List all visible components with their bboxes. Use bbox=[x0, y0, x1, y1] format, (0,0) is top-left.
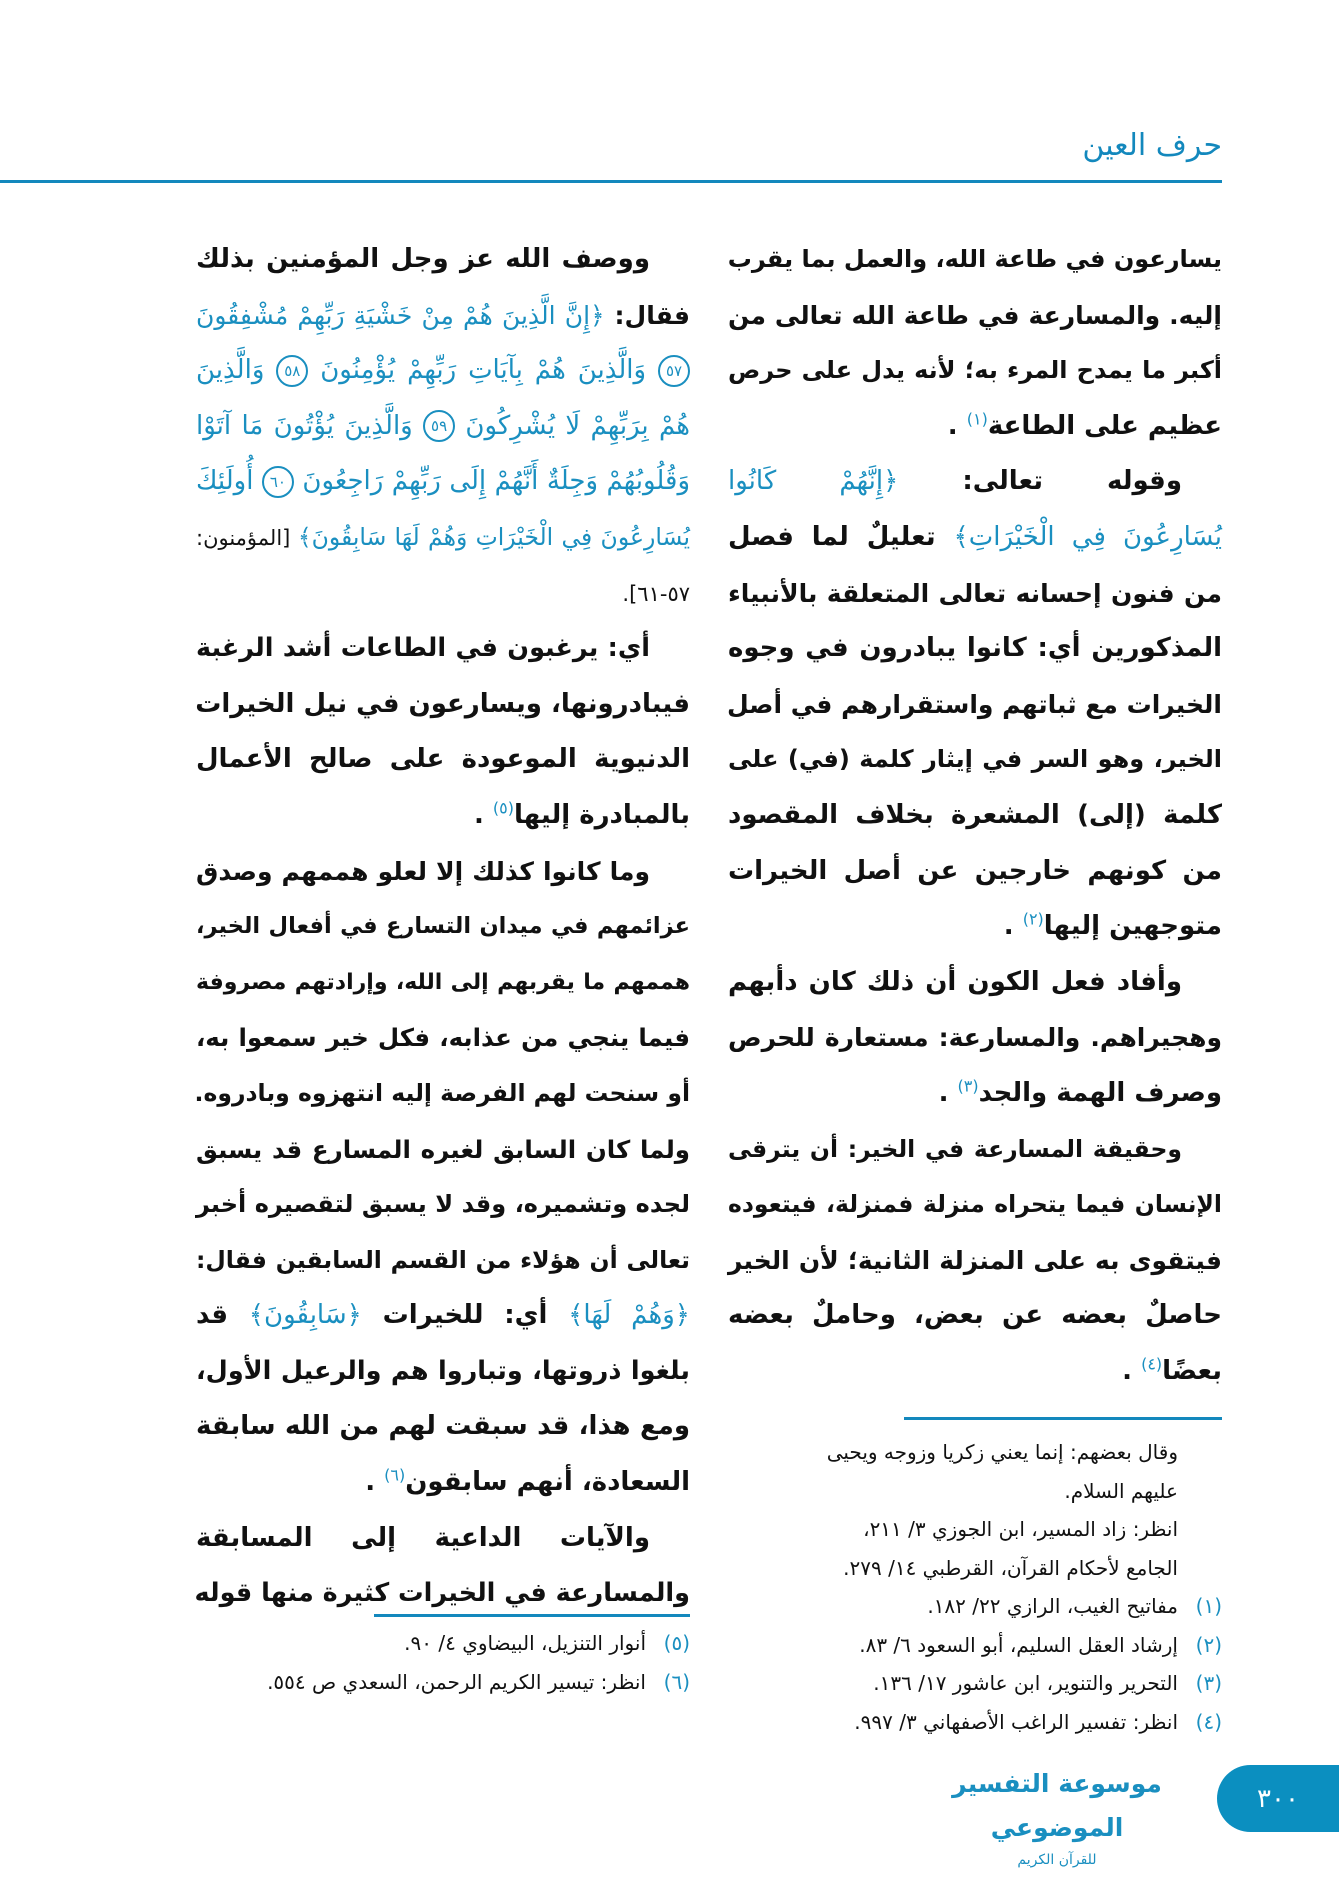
body-text: عظيم على الطاعة bbox=[987, 410, 1222, 441]
footnote-text: انظر: تيسير الكريم الرحمن، السعدي ص ٥٥٤. bbox=[267, 1669, 646, 1694]
text-line bbox=[196, 232, 690, 288]
footnotes-right bbox=[728, 1433, 1222, 1741]
body-text: الدنيوية الموعودة على صالح الأعمال bbox=[196, 744, 690, 775]
text-line bbox=[196, 1233, 690, 1289]
body-text: . bbox=[473, 799, 493, 830]
text-line bbox=[728, 1344, 1222, 1400]
ayah-number-marker: ٦٠ bbox=[262, 466, 294, 498]
footnote-text: مفاتيح الغيب، الرازي ٢٢/ ١٨٢. bbox=[927, 1594, 1178, 1618]
text-line bbox=[196, 1511, 690, 1567]
text-line bbox=[728, 788, 1222, 844]
quran-verse: ﴿وَهُمْ لَهَا﴾ bbox=[568, 1300, 690, 1331]
body-text: تعالى أن هؤلاء من القسم السابقين فقال: bbox=[196, 1245, 690, 1274]
body-text: بالمبادرة إليها bbox=[513, 799, 690, 830]
footnote-ref[interactable]: (١) bbox=[966, 409, 988, 429]
text-line bbox=[728, 955, 1222, 1011]
quran-verse: ﴿إِنَّهُمْ كَانُوا bbox=[728, 466, 899, 497]
text-line bbox=[196, 955, 690, 1011]
text-line bbox=[196, 788, 690, 844]
footnote bbox=[728, 1433, 1222, 1472]
body-text: . bbox=[938, 1077, 958, 1108]
footnote-number: (٣) bbox=[1195, 1671, 1222, 1695]
body-text: إليه. والمسارعة في طاعة الله تعالى من bbox=[728, 300, 1222, 330]
body-text: أو سنحت لهم الفرصة إليه انتهزوه وبادروه. bbox=[194, 1078, 690, 1107]
body-text: المذكورين أي: كانوا يبادرون في وجوه bbox=[728, 633, 1222, 664]
text-line bbox=[728, 621, 1222, 677]
ayah-number-marker: ٥٩ bbox=[423, 410, 455, 442]
footnote-text: عليهم السلام. bbox=[1064, 1478, 1178, 1503]
body-text: أي: يرغبون في الطاعات أشد الرغبة bbox=[196, 633, 650, 664]
verse-reference: [المؤمنون: bbox=[196, 525, 298, 550]
footnote-text: التحرير والتنوير، ابن عاشور ١٧/ ١٣٦. bbox=[873, 1671, 1178, 1695]
body-text: وحقيقة المسارعة في الخير: أن يترقى bbox=[728, 1134, 1182, 1163]
footnote-ref[interactable]: (٣) bbox=[957, 1076, 979, 1096]
text-line bbox=[196, 732, 690, 788]
body-text: الخيرات مع ثباتهم واستقرارهم في أصل bbox=[726, 689, 1222, 719]
text-line bbox=[196, 1288, 690, 1344]
footnote bbox=[728, 1587, 1222, 1626]
body-text: بلغوا ذروتها، وتباروا هم والرعيل الأول، bbox=[196, 1355, 690, 1386]
body-text: فقال: bbox=[604, 300, 690, 330]
text-line bbox=[196, 399, 690, 455]
text-line bbox=[728, 844, 1222, 900]
ayah-number-marker: ٥٨ bbox=[276, 355, 308, 387]
footnote bbox=[728, 1664, 1222, 1703]
footnote bbox=[728, 1626, 1222, 1665]
encyclopedia-logo bbox=[934, 1762, 1180, 1868]
text-line bbox=[196, 288, 690, 344]
page-number: ٣٠٠ bbox=[1257, 1783, 1299, 1814]
text-line bbox=[196, 1399, 690, 1455]
text-line bbox=[728, 510, 1222, 566]
footnote-number: (٥) bbox=[663, 1631, 690, 1655]
verse-reference: ٥٧-٦١]. bbox=[622, 581, 690, 606]
left-column bbox=[196, 232, 690, 1622]
body-text: فيبادرونها، ويسارعون في نيل الخيرات bbox=[195, 688, 690, 719]
quran-verse: وَالَّذِينَ هُمْ بِآيَاتِ رَبِّهِمْ يُؤْمِنُونَ bbox=[308, 355, 658, 386]
body-text: قد bbox=[196, 1300, 249, 1331]
body-text: . bbox=[365, 1467, 385, 1498]
text-line bbox=[728, 899, 1222, 955]
footnote-divider-right bbox=[904, 1417, 1222, 1420]
body-text: وصرف الهمة والجد bbox=[978, 1077, 1222, 1108]
body-text: أكبر ما يمدح المرء به؛ لأنه يدل على حرص bbox=[728, 356, 1222, 385]
body-text: تعليلٌ لما فصل bbox=[728, 521, 954, 552]
text-line bbox=[196, 1122, 690, 1178]
footnote bbox=[196, 1624, 690, 1663]
text-line bbox=[728, 343, 1222, 399]
body-text: الإنسان فيما يتحراه منزلة فمنزلة، فيتعوده bbox=[728, 1190, 1222, 1219]
footnote-text: انظر: تفسير الراغب الأصفهاني ٣/ ٩٩٧. bbox=[854, 1709, 1178, 1734]
right-column bbox=[728, 232, 1222, 1399]
body-text: حاصلٌ بعضه عن بعض، وحاملٌ بعضه bbox=[728, 1300, 1222, 1331]
quran-verse: ﴿إِنَّ الَّذِينَ هُمْ مِنْ خَشْيَةِ رَبِّهِمْ مُشْفِقُونَ bbox=[196, 300, 605, 330]
footnote-text: أنوار التنزيل، البيضاوي ٤/ ٩٠. bbox=[404, 1631, 646, 1655]
text-line bbox=[728, 399, 1222, 455]
body-text: . bbox=[1003, 911, 1023, 942]
body-text: والمسارعة في الخيرات كثيرة منها قوله bbox=[194, 1578, 690, 1609]
text-line bbox=[728, 566, 1222, 622]
text-line bbox=[728, 1233, 1222, 1289]
logo-title: موسوعة التفسير الموضوعي bbox=[952, 1769, 1162, 1842]
text-line bbox=[196, 677, 690, 733]
text-line bbox=[728, 732, 1222, 788]
quran-verse: وَالَّذِينَ bbox=[196, 355, 277, 386]
body-text: . bbox=[1122, 1355, 1142, 1386]
body-text: وهجيراهم. والمسارعة: مستعارة للحرص bbox=[728, 1023, 1222, 1053]
quran-verse: ﴿سَابِقُونَ﴾ bbox=[248, 1300, 362, 1331]
footnote-number: (٦) bbox=[663, 1669, 690, 1694]
header-divider bbox=[0, 180, 1222, 183]
body-text: وأفاد فعل الكون أن ذلك كان دأبهم bbox=[728, 966, 1182, 997]
quran-verse: وَقُلُوبُهُمْ وَجِلَةٌ أَنَّهُمْ إِلَى رَبِّهِمْ رَاجِعُونَ bbox=[293, 466, 691, 497]
body-text: بعضًا bbox=[1162, 1355, 1222, 1386]
quran-verse: يُسَارِعُونَ فِي الْخَيْرَاتِ وَهُمْ لَهَا سَابِقُونَ﴾ bbox=[297, 522, 690, 551]
footnote bbox=[196, 1663, 690, 1702]
body-text: ولما كان السابق لغيره المسارع قد يسبق bbox=[196, 1134, 690, 1164]
body-text: متوجهين إليها bbox=[1043, 911, 1222, 942]
footnote-ref[interactable]: (٢) bbox=[1022, 909, 1044, 929]
text-line bbox=[196, 1010, 690, 1066]
body-text: كلمة (إلى) المشعرة بخلاف المقصود bbox=[728, 799, 1222, 830]
text-line bbox=[196, 1066, 690, 1122]
quran-verse: يُسَارِعُونَ فِي الْخَيْرَاتِ﴾ bbox=[953, 521, 1222, 552]
footnote-text: إرشاد العقل السليم، أبو السعود ٦/ ٨٣. bbox=[859, 1632, 1178, 1657]
page-number-badge bbox=[1217, 1765, 1339, 1832]
footnote-number: (٢) bbox=[1195, 1632, 1222, 1657]
footnote-number: (٤) bbox=[1195, 1709, 1222, 1734]
body-text: وما كانوا كذلك إلا لعلو هممهم وصدق bbox=[196, 856, 650, 886]
footnote bbox=[728, 1510, 1222, 1549]
text-line bbox=[196, 510, 690, 566]
footnote-number: (١) bbox=[1195, 1594, 1222, 1618]
text-line bbox=[728, 1288, 1222, 1344]
text-line bbox=[196, 899, 690, 955]
footnotes-left bbox=[196, 1624, 690, 1701]
text-line bbox=[196, 621, 690, 677]
ayah-number-marker: ٥٧ bbox=[658, 355, 690, 387]
footnote-divider-left bbox=[374, 1614, 690, 1617]
text-line bbox=[196, 1344, 690, 1400]
footnote-ref[interactable]: (٤) bbox=[1141, 1354, 1163, 1374]
body-text: أي: للخيرات bbox=[361, 1300, 569, 1331]
quran-verse: أُولَئِكَ bbox=[196, 466, 262, 497]
body-text: من فنون إحسانه تعالى المتعلقة بالأنبياء bbox=[728, 578, 1222, 608]
body-text: فيتقوى به على المنزلة الثانية؛ لأن الخير bbox=[728, 1245, 1222, 1275]
text-line bbox=[728, 288, 1222, 344]
text-line bbox=[196, 844, 690, 900]
quran-verse: هُمْ بِرَبِّهِمْ لَا يُشْرِكُونَ bbox=[455, 410, 690, 441]
quran-verse: وَالَّذِينَ يُؤْتُونَ مَا آتَوْا bbox=[196, 410, 424, 441]
footnote bbox=[728, 1472, 1222, 1511]
logo-subtitle: للقرآن الكريم bbox=[1017, 1852, 1097, 1868]
chapter-title: حرف العين bbox=[1082, 128, 1222, 163]
footnote-text: وقال بعضهم: إنما يعني زكريا وزوجه ويحيى bbox=[826, 1440, 1178, 1464]
body-text: لجده وتشميره، وقد لا يسبق لتقصيره أخبر bbox=[196, 1190, 690, 1219]
text-line bbox=[196, 566, 690, 622]
text-line bbox=[728, 232, 1222, 288]
text-line bbox=[196, 1177, 690, 1233]
body-text: وقوله تعالى: bbox=[898, 466, 1182, 497]
body-text: والآيات الداعية إلى المسابقة bbox=[196, 1522, 650, 1553]
body-text: هممهم ما يقربهم إلى الله، وإرادتهم مصروفة bbox=[196, 969, 690, 995]
text-line bbox=[728, 1177, 1222, 1233]
footnote-text: انظر: زاد المسير، ابن الجوزي ٣/ ٢١١، bbox=[863, 1517, 1178, 1541]
body-text: ومع هذا، قد سبقت لهم من الله سابقة bbox=[196, 1411, 690, 1442]
body-text: عزائمهم في ميدان التسارع في أفعال الخير، bbox=[196, 913, 690, 940]
text-line bbox=[728, 677, 1222, 733]
footnote bbox=[728, 1703, 1222, 1742]
text-line bbox=[728, 1066, 1222, 1122]
body-text: الخير، وهو السر في إيثار كلمة (في) على bbox=[728, 745, 1222, 774]
body-text: فيما ينجي من عذابه، فكل خير سمعوا به، bbox=[196, 1023, 690, 1053]
text-line bbox=[196, 343, 690, 399]
body-text: . bbox=[947, 410, 967, 441]
footnote bbox=[728, 1549, 1222, 1588]
text-line bbox=[728, 454, 1222, 510]
footnote-ref[interactable]: (٥) bbox=[492, 798, 514, 818]
footnote-ref[interactable]: (٦) bbox=[384, 1465, 406, 1485]
body-text: السعادة، أنهم سابقون bbox=[405, 1467, 690, 1498]
text-line bbox=[196, 1455, 690, 1511]
body-text: من كونهم خارجين عن أصل الخيرات bbox=[728, 855, 1222, 886]
footnote-text: الجامع لأحكام القرآن، القرطبي ١٤/ ٢٧٩. bbox=[843, 1555, 1178, 1580]
text-line bbox=[728, 1122, 1222, 1178]
text-line bbox=[196, 454, 690, 510]
text-line bbox=[728, 1010, 1222, 1066]
body-text: ووصف الله عز وجل المؤمنين بذلك bbox=[196, 244, 650, 274]
body-text: يسارعون في طاعة الله، والعمل بما يقرب bbox=[727, 245, 1222, 273]
